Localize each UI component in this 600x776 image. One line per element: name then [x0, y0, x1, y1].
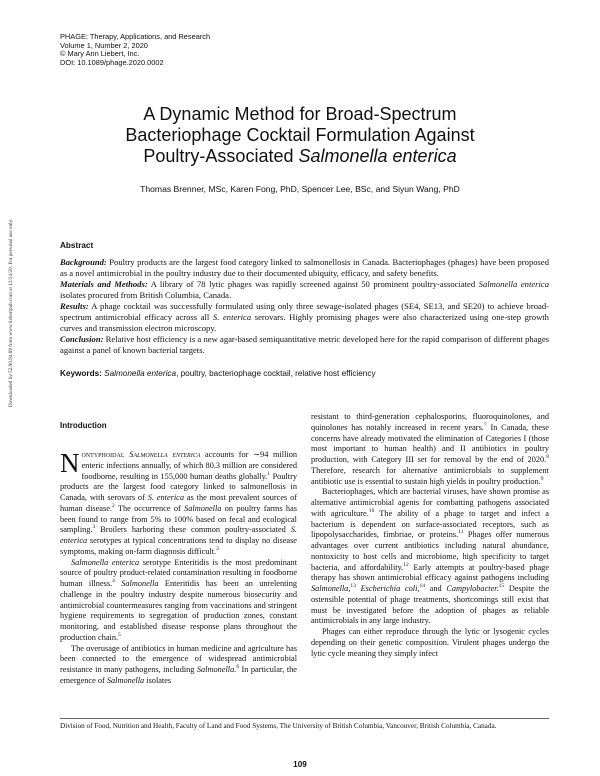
text-run: Phages can either reproduce through the lytic or lysogenic cycles depending on their genetic composition. Virulent phages undergo the lytic cycle meaning they simply infect — [311, 627, 549, 658]
drop-cap: N — [60, 448, 80, 478]
keywords-label: Keywords: — [60, 369, 102, 378]
title-line-3: Poultry-Associated — [143, 146, 299, 166]
intro-smallcaps-italic: Salmonella enterica — [129, 450, 201, 459]
background-label: Background: — [60, 257, 107, 267]
intro-smallcaps: ontyphoidal — [81, 450, 130, 459]
keywords-italic: Salmonella enterica — [104, 369, 177, 378]
footnote-divider — [60, 718, 549, 719]
text-run: Bacteriophages, which are bacterial viruses, have shown promise as alternative antimicrobial agents for combatting pathogens associated with agriculture. — [311, 487, 549, 518]
abstract-methods — [60, 279, 549, 301]
left-column — [60, 421, 297, 687]
doi-link[interactable]: DOI: 10.1089/phage.2020.0002 — [60, 57, 164, 67]
italic-run: Campylobacter. — [446, 584, 499, 593]
italic-run: Salmonella enterica — [71, 557, 140, 567]
text-run: Enteritidis has been an unrelenting challenge in the poultry industry despite numerous biosecurity and antimicrobial countermeasures ranging from vaccinations and stringent hygiene requirements to segregation of production zones, constant monitoring, and established disease response plans throughout the production chain. — [60, 579, 298, 642]
text-run: resistant to third-generation cephalosporins, fluoroquinolones, and quinolones has notably increased in recent years. — [311, 412, 549, 432]
intro-paragraph-5 — [311, 487, 549, 627]
journal-name: PHAGE: Therapy, Applications, and Research — [60, 32, 211, 41]
text-run: The occurrence of — [114, 503, 185, 513]
methods-label: Materials and Methods: — [60, 279, 148, 289]
text-run: Broilers harboring these common poultry-associated — [95, 525, 291, 535]
keywords-line — [60, 368, 549, 379]
background-text: Poultry products are the largest food category linked to salmonellosis in Canada. Bacteriophages (phages) have been proposed as a novel antimicrobial in the poultry industry due to their documented ubiquity, efficacy, and safety benefits. — [60, 257, 549, 278]
citation[interactable]: 4 — [112, 578, 115, 585]
keywords-text: , poultry, bacteriophage cocktail, relative host efficiency — [176, 369, 376, 378]
citation[interactable]: 11 — [458, 529, 464, 536]
text-run: isolates — [144, 675, 172, 685]
methods-text: A library of 78 lytic phages was rapidly screened against 50 prominent poultry-associated — [147, 279, 479, 289]
citation[interactable]: 8 — [546, 454, 549, 461]
title-line-1: A Dynamic Method for Broad-Spectrum — [143, 104, 457, 124]
title-line-2: Bacteriophage Cocktail Formulation Against — [125, 125, 475, 145]
intro-paragraph-2 — [60, 558, 297, 644]
abstract-heading: Abstract — [60, 241, 94, 250]
italic-run: Escherichia coli, — [360, 584, 420, 593]
article-title — [40, 104, 560, 167]
citation[interactable]: 2 — [111, 502, 115, 509]
citation[interactable]: 10 — [368, 507, 375, 514]
text-run: as the most prevalent sources of human disease. — [60, 493, 298, 513]
italic-run: Salmonella. — [196, 665, 237, 674]
text-run: serotype Enteritidis is the most predominant source of poultry product-related contamination resulting in foodborne human illness. — [60, 557, 298, 588]
conclusion-label: Conclusion: — [60, 334, 104, 344]
italic-run: S. enterica — [147, 493, 184, 502]
text-run: Therefore, research for alternative antimicrobials to supplement antibiotic use is essential to sustain high yields in poultry production. — [311, 465, 549, 486]
text-run: on poultry farms has been found to range from 5% to 100% based on fecal and ecological sampling. — [60, 503, 297, 535]
citation[interactable]: 6 — [236, 664, 240, 671]
abstract-background — [60, 257, 549, 279]
journal-header — [60, 33, 210, 67]
abstract-results — [60, 301, 549, 334]
journal-volume: Volume 1, Number 2, 2020 — [60, 40, 148, 50]
citation[interactable]: 3 — [92, 524, 96, 531]
text-run: Despite the ostensible potential of phage treatments, shortcomings still exist that must be investigated before the adoption of phages as reliable antimicrobials in any large industry. — [311, 584, 550, 626]
citation[interactable]: 3 — [216, 545, 219, 552]
citation[interactable]: 1 — [267, 470, 271, 477]
text-run: serotypes at typical concentrations tend to display no disease symptoms, making on-farm diagnosis difficult. — [60, 536, 297, 556]
affiliation-footnote: Division of Food, Nutrition and Health, Faculty of Land and Food Systems, The University of British Columbia, Vancouver, British Columbia, Canada. — [60, 722, 497, 730]
citation[interactable]: 14 — [419, 583, 425, 590]
citation[interactable]: 15 — [498, 583, 505, 590]
copyright-line: © Mary Ann Liebert, Inc. — [60, 49, 140, 59]
text-run: In Canada, these concerns have already motivated the elimination of Categories I (those most important to human health) and II antibiotics in poultry production, with Category III set for removal by the end of 2020. — [311, 422, 549, 464]
introduction-heading: Introduction — [60, 421, 107, 430]
methods-italic: Salmonella enterica — [478, 279, 549, 289]
intro-paragraph-4 — [311, 412, 549, 487]
citation[interactable]: 5 — [118, 631, 121, 638]
abstract-conclusion — [60, 334, 549, 356]
results-text: A phage cocktail was successfully formulated using only three sewage-isolated phages (SE4, SE13, and SE20) to achieve broad-spectrum antimicrobial efficacy across all — [60, 301, 549, 322]
italic-run: Salmonella — [184, 503, 222, 513]
abstract-section — [60, 241, 549, 379]
conclusion-text: Relative host efficiency is a new agar-based semiquantitative metric developed here for the rapid comparison of different phages against a panel of known bacterial targets. — [60, 334, 549, 355]
text-run: In particular, the emergence of — [60, 665, 297, 685]
text-run: Early attempts at poultry-based phage therapy has shown antimicrobial efficacy against pathogens including — [311, 562, 550, 583]
citation[interactable]: 7 — [483, 421, 487, 428]
intro-paragraph-3 — [60, 644, 297, 687]
text-run: and — [424, 584, 447, 593]
right-column — [311, 412, 549, 659]
text-run: Poultry products are the largest food category linked to salmonellosis in Canada, with serovars of — [60, 471, 297, 502]
intro-paragraph-1 — [60, 450, 297, 558]
citation[interactable]: 12 — [403, 561, 409, 568]
italic-run: Salmonella — [121, 579, 159, 588]
text-run: The overusage of antibiotics in human medicine and agriculture has been connected to the emergence of widespread antimicrobial resistance in many pathogens, including — [60, 643, 297, 674]
italic-run: S. enterica — [60, 525, 297, 545]
download-side-note: Downloaded by 52.90.94.89 from www.liebertpub.com at 12/24/20. For personal use only. — [8, 218, 14, 408]
citation[interactable]: 13 — [350, 583, 356, 590]
text-run: accounts for ∼94 million enteric infections annually, of which 80.3 million are considered foodborne, resulting in 155,000 human deaths globally. — [81, 450, 298, 481]
author-list: Thomas Brenner, MSc, Karen Fong, PhD, Spencer Lee, BSc, and Siyun Wang, PhD — [140, 184, 460, 194]
results-italic: S. enterica — [212, 312, 252, 322]
results-text-end: serovars. Highly promising phages were also characterized using one-step growth curves and transmission electron microscopy. — [60, 312, 549, 333]
page-number: 109 — [293, 760, 307, 769]
methods-text-end: isolates procured from British Columbia, Canada. — [60, 290, 232, 300]
text-run: Phages offer numerous advantages over current antibiotics including natural abundance, nontoxicity to host cells and microbiome, high specificity to target bacteria, and affordability. — [311, 530, 549, 572]
results-label: Results: — [60, 301, 89, 311]
text-run: The ability of a phage to target and infect a bacterium is dependent on surface-associated receptors, such as lipopolysaccharides, fimbriae, or proteins. — [311, 508, 549, 540]
title-italic: Salmonella enterica — [298, 146, 457, 166]
italic-run: Salmonella, — [311, 584, 351, 593]
intro-paragraph-6 — [311, 627, 549, 659]
italic-run: Salmonella — [106, 675, 145, 685]
citation[interactable]: 9 — [540, 475, 544, 482]
